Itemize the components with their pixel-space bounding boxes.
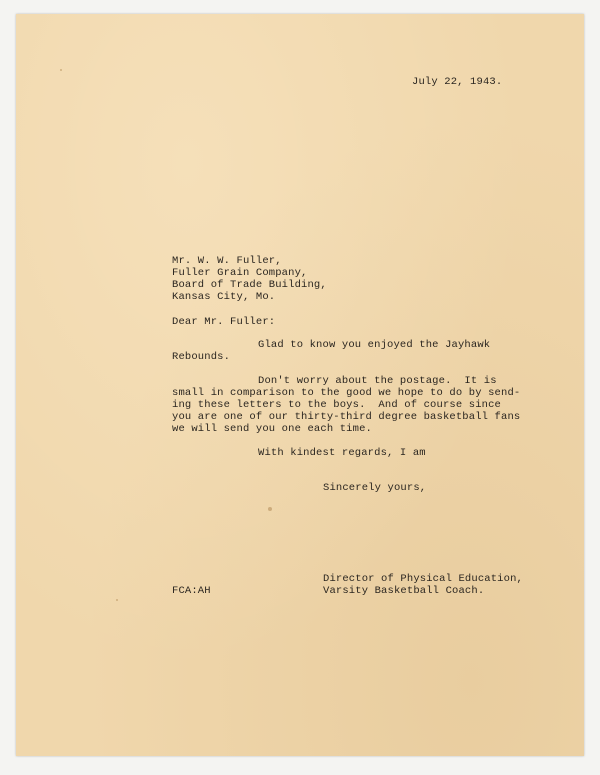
paragraph-line: Rebounds. [172,351,231,363]
paragraph-line: Glad to know you enjoyed the Jayhawk [258,339,491,351]
paper-spot [116,599,118,601]
recipient-line: Kansas City, Mo. [172,291,276,303]
paragraph-line: small in comparison to the good we hope to do by send- [172,387,521,399]
signature-title: Varsity Basketball Coach. [323,585,485,597]
letter-page [16,14,584,756]
complimentary-close: Sincerely yours, [323,482,427,494]
paper-spot [60,69,62,71]
salutation: Dear Mr. Fuller: [172,316,276,328]
paragraph-line: we will send you one each time. [172,423,372,435]
reference-initials: FCA:AH [172,585,211,597]
recipient-line: Mr. W. W. Fuller, [172,255,282,267]
paragraph-line: Don't worry about the postage. It is [258,375,497,387]
paragraph-line: ing these letters to the boys. And of course since [172,399,502,411]
signature-title: Director of Physical Education, [323,573,523,585]
closing-line: With kindest regards, I am [258,447,426,459]
recipient-line: Board of Trade Building, [172,279,327,291]
recipient-line: Fuller Grain Company, [172,267,308,279]
paper-spot [268,507,272,511]
paragraph-line: you are one of our thirty-third degree basketball fans [172,411,521,423]
letter-date: July 22, 1943. [412,76,503,88]
